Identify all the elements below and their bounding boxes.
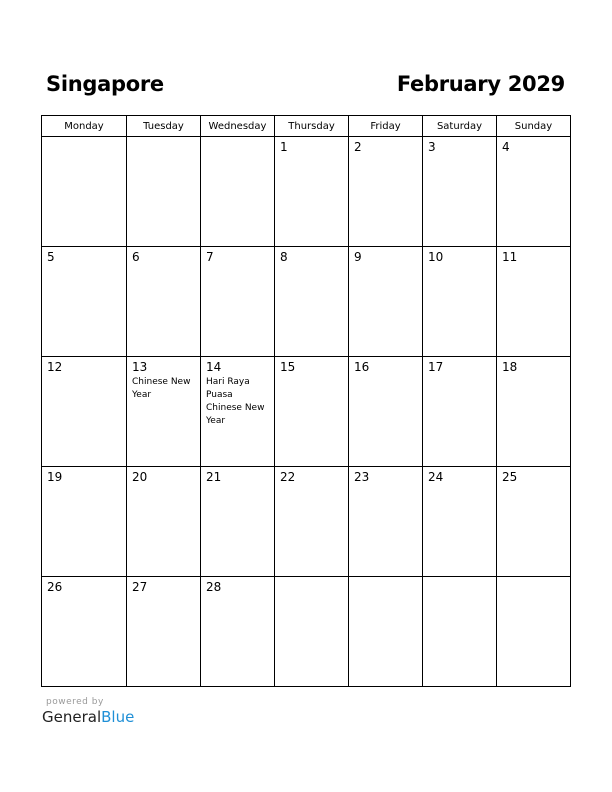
day-number: 4 — [502, 140, 510, 154]
brand-name-blue: Blue — [101, 708, 135, 726]
weekday-header: Thursday — [275, 116, 349, 137]
week-row — [42, 467, 571, 577]
day-cell — [423, 247, 497, 357]
day-cell — [349, 467, 423, 577]
day-cell — [349, 137, 423, 247]
day-cell — [201, 577, 275, 687]
day-number: 23 — [354, 470, 370, 484]
weekday-header: Wednesday — [201, 116, 275, 137]
day-cell — [423, 357, 497, 467]
day-cell — [201, 247, 275, 357]
week-row — [42, 247, 571, 357]
weekday-header: Monday — [42, 116, 127, 137]
day-number: 14 — [206, 360, 222, 374]
calendar-grid — [41, 115, 571, 687]
week-row — [42, 137, 571, 247]
weekday-header: Sunday — [497, 116, 571, 137]
location-title: Singapore — [46, 72, 164, 96]
month-year-title: February 2029 — [396, 72, 565, 96]
day-cell — [127, 247, 201, 357]
day-cell — [497, 247, 571, 357]
day-cell — [201, 137, 275, 247]
day-number: 20 — [132, 470, 148, 484]
holiday-event: Chinese New Year — [132, 377, 191, 400]
day-number: 3 — [428, 140, 436, 154]
day-number: 13 — [132, 360, 148, 374]
day-number: 17 — [428, 360, 444, 374]
day-cell — [497, 357, 571, 467]
day-cell — [42, 137, 127, 247]
day-number: 5 — [47, 250, 55, 264]
day-cell — [42, 247, 127, 357]
holiday-event: Chinese New Year — [206, 403, 265, 426]
weekday-header-row — [42, 116, 571, 137]
day-cell — [423, 137, 497, 247]
day-number: 6 — [132, 250, 140, 264]
day-cell — [275, 137, 349, 247]
day-number: 12 — [47, 360, 63, 374]
day-cell — [201, 467, 275, 577]
powered-by-text: powered by — [46, 697, 104, 707]
day-number: 19 — [47, 470, 63, 484]
day-number: 16 — [354, 360, 370, 374]
day-number: 26 — [47, 580, 63, 594]
day-number: 8 — [280, 250, 288, 264]
day-number: 2 — [354, 140, 362, 154]
holiday-event: Hari Raya Puasa — [206, 377, 250, 400]
day-cell — [201, 357, 275, 467]
weekday-header: Saturday — [423, 116, 497, 137]
day-number: 27 — [132, 580, 148, 594]
week-row — [42, 577, 571, 687]
day-number: 25 — [502, 470, 518, 484]
day-cell — [127, 577, 201, 687]
day-cell — [275, 357, 349, 467]
day-cell — [497, 467, 571, 577]
brand-name-general: General — [42, 708, 102, 726]
day-cell — [42, 357, 127, 467]
day-number: 1 — [280, 140, 288, 154]
day-number: 24 — [428, 470, 444, 484]
day-number: 11 — [502, 250, 518, 264]
day-cell — [275, 577, 349, 687]
day-cell — [127, 357, 201, 467]
day-cell — [275, 467, 349, 577]
day-cell — [42, 577, 127, 687]
day-number: 21 — [206, 470, 222, 484]
day-number: 18 — [502, 360, 518, 374]
footer-branding — [42, 697, 134, 726]
day-cell — [275, 247, 349, 357]
day-number: 9 — [354, 250, 362, 264]
day-number: 7 — [206, 250, 214, 264]
brand-logo — [42, 708, 134, 726]
weekday-header: Friday — [349, 116, 423, 137]
day-number: 15 — [280, 360, 296, 374]
day-cell — [423, 467, 497, 577]
day-cell — [127, 137, 201, 247]
day-cell — [423, 577, 497, 687]
day-cell — [127, 467, 201, 577]
day-number: 22 — [280, 470, 296, 484]
day-number: 10 — [428, 250, 444, 264]
day-cell — [497, 137, 571, 247]
day-cell — [497, 577, 571, 687]
event-list — [132, 376, 197, 402]
weekday-header: Tuesday — [127, 116, 201, 137]
day-cell — [349, 577, 423, 687]
day-cell — [349, 247, 423, 357]
day-number: 28 — [206, 580, 222, 594]
event-list — [206, 376, 271, 428]
day-cell — [42, 467, 127, 577]
week-row — [42, 357, 571, 467]
day-cell — [349, 357, 423, 467]
